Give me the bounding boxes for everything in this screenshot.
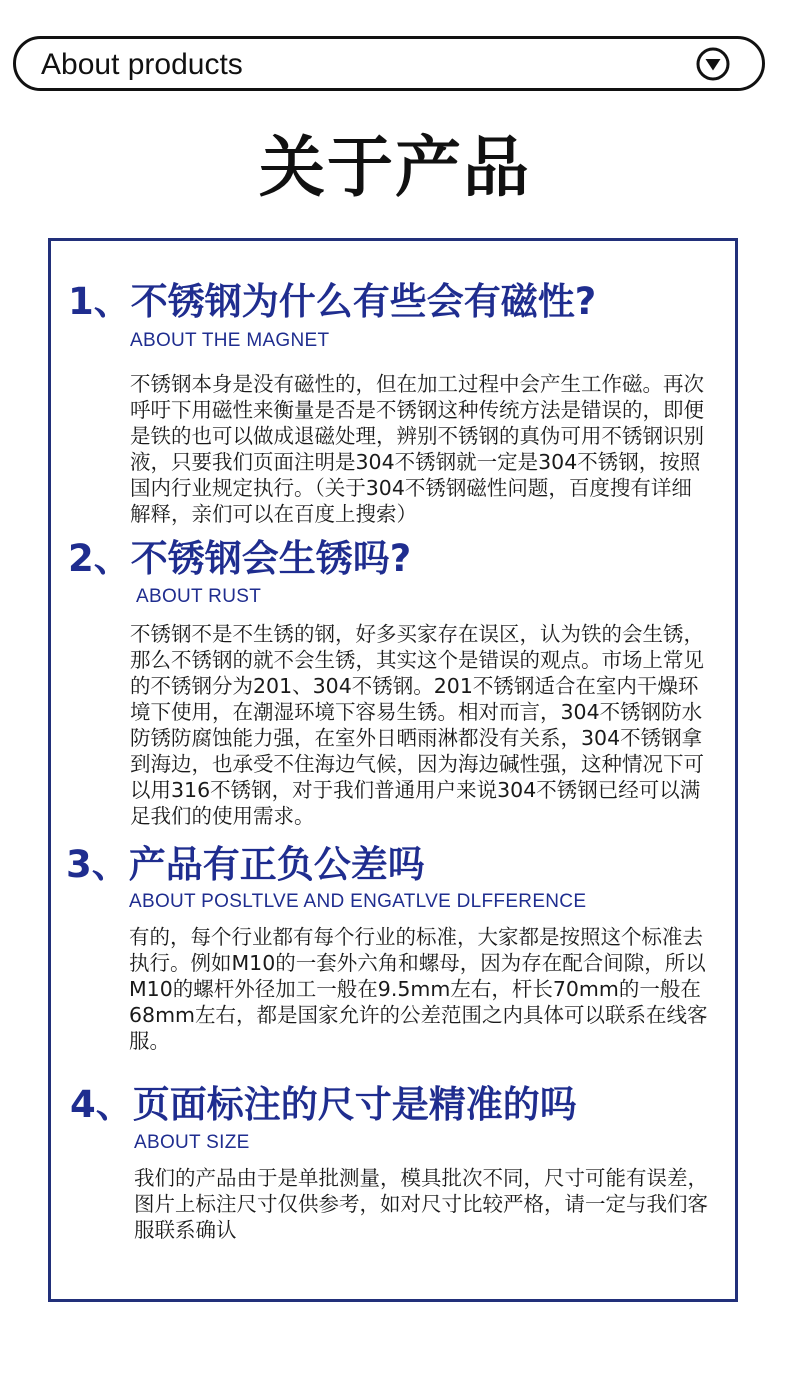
section-subtitle-size: ABOUT SIZE — [134, 1132, 250, 1153]
about-products-title: About products — [41, 48, 243, 81]
section-title-tolerance: 3、产品有正负公差吗 — [66, 843, 425, 886]
section-body-tolerance: 有的，每个行业都有每个行业的标准，大家都是按照这个标准去执行。例如M10的一套外六角和螺母，因为存在配合间隙，所以M10的螺杆外径加工一般在9.5mm左右，杆长70mm的一般在68mm左右，都是国家允许的公差范围之内具体可以联系在线客服。 — [129, 925, 708, 1053]
section-subtitle-magnet: ABOUT THE MAGNET — [130, 330, 330, 351]
faq-box — [48, 238, 738, 1302]
chevron-down-circle-icon[interactable] — [696, 47, 730, 81]
section-body-size: 我们的产品由于是单批测量，模具批次不同，尺寸可能有误差，图片上标注尺寸仅供参考，如对尺寸比较严格，请一定与我们客服联系确认 — [134, 1166, 708, 1242]
section-title-size: 4、页面标注的尺寸是精准的吗 — [70, 1083, 577, 1126]
section-title-rust: 2、不锈钢会生锈吗? — [68, 537, 412, 580]
about-products-bar[interactable] — [13, 36, 765, 91]
section-subtitle-tolerance: ABOUT POSLTLVE AND ENGATLVE DLFFERENCE — [129, 891, 587, 912]
section-body-magnet: 不锈钢本身是没有磁性的，但在加工过程中会产生工作磁。再次呼吁下用磁性来衡量是否是不锈钢这种传统方法是错误的，即便是铁的也可以做成退磁处理，辨别不锈钢的真伪可用不锈钢识别液，只要我们页面注明是304不锈钢就一定是304不锈钢，按照国内行业规定执行。（关于304不锈钢磁性问题，百度搜有详细解释，亲们可以在百度上搜索） — [130, 372, 704, 526]
page-title: 关于产品 — [259, 129, 531, 206]
section-subtitle-rust: ABOUT RUST — [136, 586, 262, 607]
section-body-rust: 不锈钢不是不生锈的钢，好多买家存在误区，认为铁的会生锈，那么不锈钢的就不会生锈，其实这个是错误的观点。市场上常见的不锈钢分为201、304不锈钢。201不锈钢适合在室内干燥环境下使用，在潮湿环境下容易生锈。相对而言，304不锈钢防水防锈防腐蚀能力强，在室外日晒雨淋都没有关系，304不锈钢拿到海边，也承受不住海边气候，因为海边碱性强，这种情况下可以用316不锈钢，对于我们普通用户来说304不锈钢已经可以满足我们的使用需求。 — [130, 622, 704, 828]
section-title-magnet: 1、不锈钢为什么有些会有磁性? — [68, 280, 597, 323]
